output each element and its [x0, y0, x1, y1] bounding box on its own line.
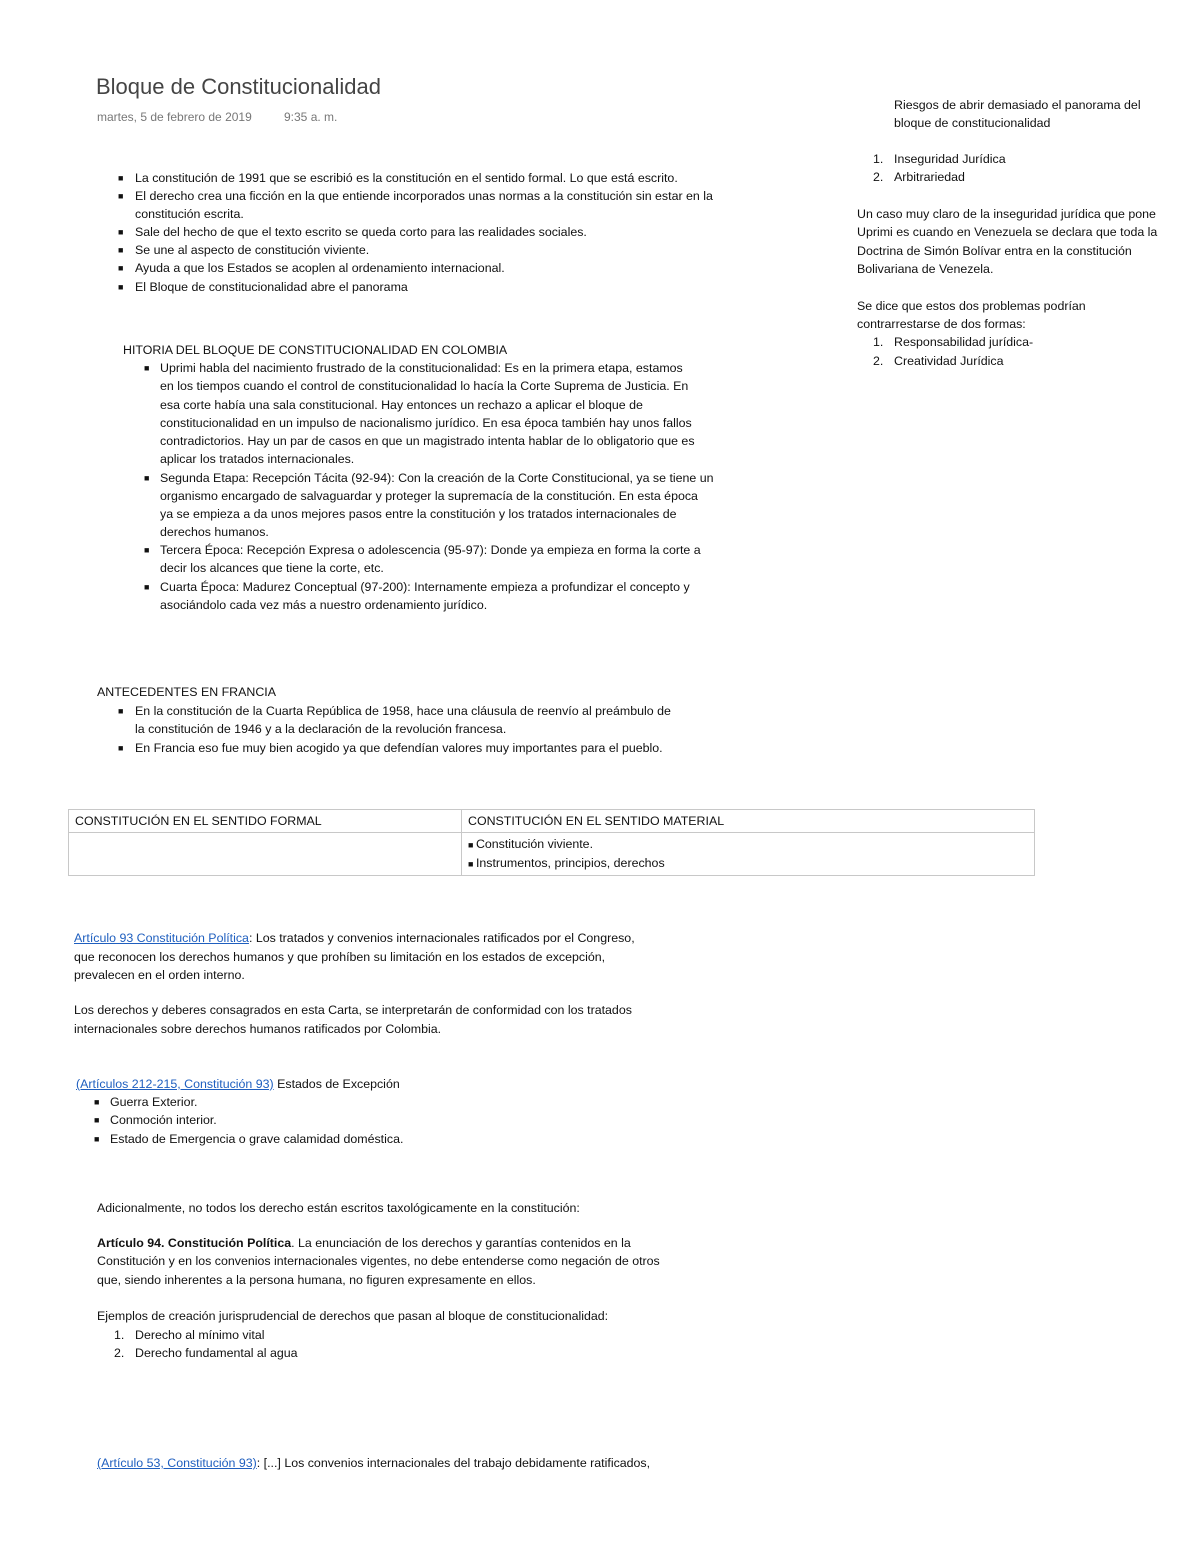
list-number: 2.: [114, 1346, 125, 1360]
bullet-icon: ■: [144, 363, 150, 373]
list-item: En la constitución de la Cuarta República de 1958, hace una cláusula de reenvío al preámbulo de: [135, 704, 671, 718]
bullet-icon: ■: [118, 706, 124, 716]
bullet-icon: ■: [118, 245, 124, 255]
francia-heading: ANTECEDENTES EN FRANCIA: [97, 685, 276, 699]
list-item: Derecho fundamental al agua: [135, 1346, 298, 1360]
list-item: La constitución de 1991 que se escribió es la constitución en el sentido formal. Lo que está escrito.: [135, 171, 678, 185]
note-date: martes, 5 de febrero de 2019: [97, 110, 252, 124]
note-time: 9:35 a. m.: [284, 110, 338, 124]
art93-line: que reconocen los derechos humanos y que prohíben su limitación en los estados de excepción,: [74, 950, 606, 964]
list-item: Cuarta Época: Madurez Conceptual (97-200): Internamente empieza a profundizar el concepto y: [160, 580, 690, 594]
historia-heading: HITORIA DEL BLOQUE DE CONSTITUCIONALIDAD EN COLOMBIA: [123, 343, 508, 357]
list-item: Sale del hecho de que el texto escrito se queda corto para las realidades sociales.: [135, 225, 587, 239]
list-item: esa corte había una sala constitucional. Hay entonces un rechazo a aplicar el bloque de: [160, 398, 643, 412]
bullet-icon: ■: [118, 227, 124, 237]
bullet-icon: ■: [118, 263, 124, 273]
list-item: El Bloque de constitucionalidad abre el panorama: [135, 280, 408, 294]
bullet-icon: ■: [468, 840, 476, 850]
list-item: la constitución de 1946 y a la declaración de la revolución francesa.: [135, 722, 507, 736]
list-item: Inseguridad Jurídica: [894, 152, 1006, 166]
dice-line: Se dice que estos dos problemas podrían: [857, 299, 1086, 313]
art53-paragraph: (Artículo 53, Constitución 93): [...] Los convenios internacionales del trabajo debidamente ratificados,: [97, 1456, 651, 1470]
page-title: Bloque de Constitucionalidad: [96, 74, 381, 99]
bullet-icon: ■: [94, 1134, 100, 1144]
table-header-row: [69, 810, 1035, 833]
list-item: En Francia eso fue muy bien acogido ya que defendían valores muy importantes para el pueblo.: [135, 741, 663, 755]
list-item: Conmoción interior.: [110, 1113, 217, 1127]
art94-title: Artículo 94. Constitución Política: [97, 1236, 292, 1250]
bullet-icon: ■: [118, 191, 124, 201]
constitution-comparison-table: [68, 809, 1035, 876]
list-item: decir los alcances que tiene la corte, etc.: [160, 561, 384, 575]
list-item: Ayuda a que los Estados se acoplen al ordenamiento internacional.: [135, 261, 505, 275]
art53-link[interactable]: (Artículo 53, Constitución 93): [97, 1456, 257, 1470]
caso-line: Uprimi es cuando en Venezuela se declara que toda la: [857, 225, 1158, 239]
art94-paragraph: Artículo 94. Constitución Política. La enunciación de los derechos y garantías contenidos en la: [97, 1236, 631, 1250]
list-item: Uprimi habla del nacimiento frustrado de la constitucionalidad: Es en la primera etapa, estamos: [160, 361, 683, 375]
excepcion-heading: (Artículos 212-215, Constitución 93) Estados de Excepción: [76, 1077, 400, 1091]
excepcion-link[interactable]: (Artículos 212-215, Constitución 93): [76, 1077, 274, 1091]
list-item: Segunda Etapa: Recepción Tácita (92-94): Con la creación de la Corte Constitucional, ya se tiene un: [160, 471, 714, 485]
list-number: 2.: [873, 354, 884, 368]
list-item: organismo encargado de salvaguardar y proteger la supremacía de la constitución. En esta época: [160, 489, 698, 503]
list-item: asociándolo cada vez más a nuestro ordenamiento jurídico.: [160, 598, 488, 612]
list-item: ■ Instrumentos, principios, derechos: [468, 856, 665, 870]
art93-paragraph-2: internacionales sobre derechos humanos ratificados por Colombia.: [74, 1022, 442, 1036]
list-number: 2.: [873, 170, 884, 184]
bullet-icon: ■: [94, 1097, 100, 1107]
dice-line: contrarrestarse de dos formas:: [857, 317, 1026, 331]
bullet-icon: ■: [468, 859, 476, 869]
bullet-icon: ■: [144, 473, 150, 483]
list-item: ya se empieza a da unos mejores pasos entre la constitución y los tratados internacionales de: [160, 507, 677, 521]
table-header-cell: CONSTITUCIÓN EN EL SENTIDO MATERIAL: [462, 810, 1035, 833]
list-number: 1.: [873, 335, 884, 349]
list-item: constitucionalidad en un impulso de nacionalismo jurídico. En esa época también hay unos fallos: [160, 416, 692, 430]
bullet-icon: ■: [118, 743, 124, 753]
list-item: aplicar los tratados internacionales.: [160, 452, 355, 466]
table-cell: [462, 833, 1035, 876]
art93-paragraph-2: Los derechos y deberes consagrados en esta Carta, se interpretarán de conformidad con los tratados: [74, 1003, 632, 1017]
ejemplos-heading: Ejemplos de creación jurisprudencial de derechos que pasan al bloque de constitucionalidad:: [97, 1309, 609, 1323]
list-item: Arbitrariedad: [894, 170, 965, 184]
list-item: derechos humanos.: [160, 525, 269, 539]
art93-line: prevalecen en el orden interno.: [74, 968, 245, 982]
list-item: ■ Constitución viviente.: [468, 837, 594, 851]
art93-paragraph: Artículo 93 Constitución Política: Los tratados y convenios internacionales ratificados por el Congreso,: [74, 931, 635, 945]
art93-link[interactable]: Artículo 93 Constitución Política: [74, 931, 249, 945]
list-item: Guerra Exterior.: [110, 1095, 198, 1109]
bullet-icon: ■: [144, 582, 150, 592]
list-item: Creatividad Jurídica: [894, 354, 1004, 368]
list-item: constitución escrita.: [135, 207, 244, 221]
list-item: Tercera Época: Recepción Expresa o adolescencia (95-97): Donde ya empieza en forma la corte a: [160, 543, 701, 557]
list-number: 1.: [114, 1328, 125, 1342]
bullet-icon: ■: [94, 1115, 100, 1125]
list-item: Derecho al mínimo vital: [135, 1328, 265, 1342]
list-item: Se une al aspecto de constitución viviente.: [135, 243, 370, 257]
riesgos-heading: bloque de constitucionalidad: [894, 116, 1051, 130]
art94-intro: Adicionalmente, no todos los derecho están escritos taxológicamente en la constitución:: [97, 1201, 580, 1215]
art94-line: Constitución y en los convenios internacionales vigentes, no debe entenderse como negación de otros: [97, 1254, 660, 1268]
list-item: Estado de Emergencia o grave calamidad doméstica.: [110, 1132, 404, 1146]
caso-line: Un caso muy claro de la inseguridad jurídica que pone: [857, 207, 1156, 221]
list-number: 1.: [873, 152, 884, 166]
list-item: contradictorios. Hay un par de casos en que un magistrado intenta hablar de lo obligatorio que es: [160, 434, 695, 448]
list-item: en los tiempos cuando el control de constitucionalidad lo hacía la Corte Suprema de Justicia. En: [160, 379, 689, 393]
table-cell: [69, 833, 462, 876]
art94-line: que, siendo inherentes a la persona humana, no figuren expresamente en ellos.: [97, 1273, 536, 1287]
list-item: El derecho crea una ficción en la que entiende incorporados unas normas a la constitución sin estar en la: [135, 189, 713, 203]
caso-line: Bolivariana de Venezela.: [857, 262, 994, 276]
list-item: Responsabilidad jurídica-: [894, 335, 1034, 349]
bullet-icon: ■: [144, 545, 150, 555]
riesgos-heading: Riesgos de abrir demasiado el panorama del: [894, 98, 1141, 112]
bullet-icon: ■: [118, 173, 124, 183]
caso-line: Doctrina de Simón Bolívar entra en la constitución: [857, 244, 1132, 258]
bullet-icon: ■: [118, 282, 124, 292]
table-row: [69, 833, 1035, 876]
table-header-cell: CONSTITUCIÓN EN EL SENTIDO FORMAL: [69, 810, 462, 833]
